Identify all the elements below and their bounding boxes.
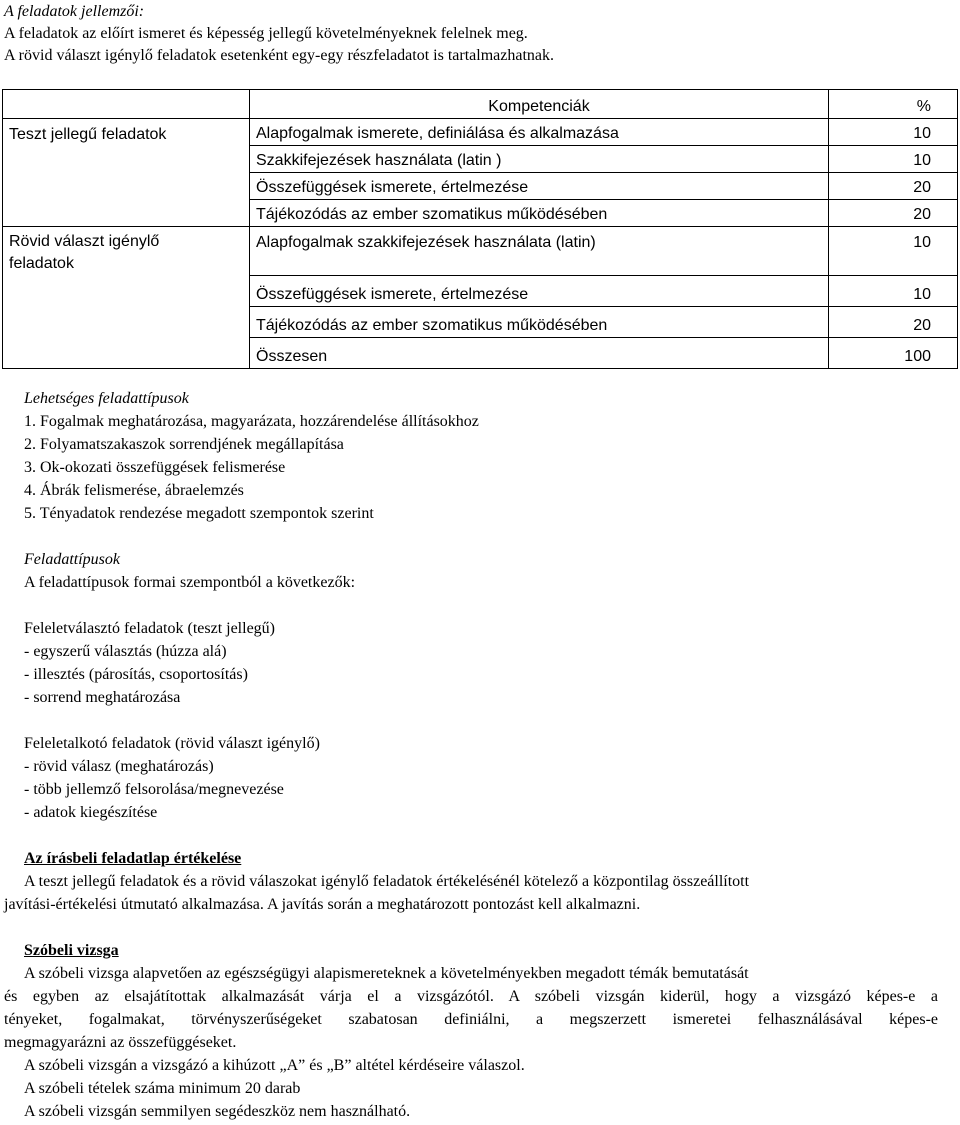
task-types-title: Feladattípusok: [24, 551, 120, 568]
competency-cell: Tájékozódás az ember szomatikus működésében: [250, 306, 829, 337]
oral-exam-line-7: A szóbeli vizsgán semmilyen segédeszköz nem használható.: [24, 1103, 411, 1120]
group-label-short-line-2: feladatok: [9, 255, 74, 272]
task-types-intro: A feladattípusok formai szempontból a következők:: [24, 574, 356, 591]
oral-exam-line-4: megmagyarázni az összefüggéseket.: [4, 1034, 237, 1051]
table-row: [3, 227, 958, 276]
group-label-short: [3, 227, 250, 276]
competency-cell: Szakkifejezések használata (latin ): [250, 146, 829, 173]
list-item: 1. Fogalmak meghatározása, magyarázata, hozzárendelése állításokhoz: [24, 413, 479, 430]
percent-cell: 10: [829, 146, 958, 173]
competency-cell: Összefüggések ismerete, értelmezése: [250, 275, 829, 306]
oral-exam-line-5: A szóbeli vizsgán a vizsgázó a kihúzott „A” és „B” altétel kérdéseire válaszol.: [24, 1057, 525, 1074]
intro-line-2: A rövid választ igénylő feladatok esetenként egy-egy részfeladatot is tartalmazhatnak.: [4, 47, 554, 64]
intro-line-1: A feladatok az előírt ismeret és képesség jellegű követelményeknek felelnek meg.: [4, 25, 528, 42]
table-header-row: [3, 90, 958, 119]
list-item: - adatok kiegészítése: [24, 804, 158, 821]
table-row: [3, 146, 958, 173]
oral-exam-line-1: A szóbeli vizsga alapvetően az egészségügyi alapismereteknek a követelményekben megadott témák bemutatását: [24, 965, 749, 982]
list-item: 3. Ok-okozati összefüggések felismerése: [24, 459, 286, 476]
table-row: [3, 306, 958, 337]
selective-title: Feleletválasztó feladatok (teszt jellegű): [24, 620, 275, 637]
list-item: - egyszerű választás (húzza alá): [24, 643, 227, 660]
oral-exam-title: Szóbeli vizsga: [24, 942, 119, 959]
list-item: - rövid válasz (meghatározás): [24, 758, 214, 775]
total-label: Összesen: [250, 337, 829, 368]
table-total-row: [3, 337, 958, 368]
competency-cell: Tájékozódás az ember szomatikus működésében: [250, 200, 829, 227]
intro-title: A feladatok jellemzői:: [4, 3, 145, 20]
group-label-short-line-1: Rövid választ igénylő: [9, 233, 160, 250]
list-item: 5. Tényadatok rendezése megadott szempontok szerint: [24, 505, 374, 522]
possible-types-title: Lehetséges feladattípusok: [24, 390, 189, 407]
list-item: 2. Folyamatszakaszok sorrendjének megállapítása: [24, 436, 344, 453]
table-row: [3, 173, 958, 200]
competency-cell: Összefüggések ismerete, értelmezése: [250, 173, 829, 200]
percent-cell: 10: [829, 275, 958, 306]
header-percent: %: [829, 90, 958, 119]
table-row: [3, 275, 958, 306]
list-item: - illesztés (párosítás, csoportosítás): [24, 666, 248, 683]
oral-exam-line-2: és egyben az elsajátítottak alkalmazását várja el a vizsgázótól. A szóbeli vizsgán kiderül, hogy a vizsgázó képes-e a: [4, 988, 938, 1005]
constructive-title: Feleletalkotó feladatok (rövid választ igénylő): [24, 735, 320, 752]
oral-exam-line-6: A szóbeli tételek száma minimum 20 darab: [24, 1080, 301, 1097]
written-eval-title: Az írásbeli feladatlap értékelése: [24, 850, 242, 867]
list-item: 4. Ábrák felismerése, ábraelemzés: [24, 482, 244, 499]
total-percent: 100: [829, 337, 958, 368]
percent-cell: 10: [829, 227, 958, 276]
competency-cell: Alapfogalmak szakkifejezések használata (latin): [250, 227, 829, 276]
written-eval-line-1: A teszt jellegű feladatok és a rövid válaszokat igénylő feladatok értékelésénél kötelező a központilag összeállított: [24, 873, 750, 890]
percent-cell: 20: [829, 173, 958, 200]
competency-table: [2, 89, 958, 369]
percent-cell: 10: [829, 119, 958, 146]
table-header-empty: [3, 90, 250, 119]
group-label-test: Teszt jellegű feladatok: [3, 119, 250, 146]
oral-exam-line-3: tényeket, fogalmakat, törvényszerűségeket szabatosan definiálni, a megszerzett ismeretei felhasználásával képes-e: [4, 1011, 938, 1028]
list-item: - több jellemző felsorolása/megnevezése: [24, 781, 284, 798]
percent-cell: 20: [829, 306, 958, 337]
table-row: [3, 119, 958, 146]
list-item: - sorrend meghatározása: [24, 689, 181, 706]
header-competencies: Kompetenciák: [250, 90, 829, 119]
competency-cell: Alapfogalmak ismerete, definiálása és alkalmazása: [250, 119, 829, 146]
written-eval-line-2: javítási-értékelési útmutató alkalmazása. A javítás során a meghatározott pontozást kell alkalmazni.: [4, 896, 641, 913]
table-row: [3, 200, 958, 227]
percent-cell: 20: [829, 200, 958, 227]
